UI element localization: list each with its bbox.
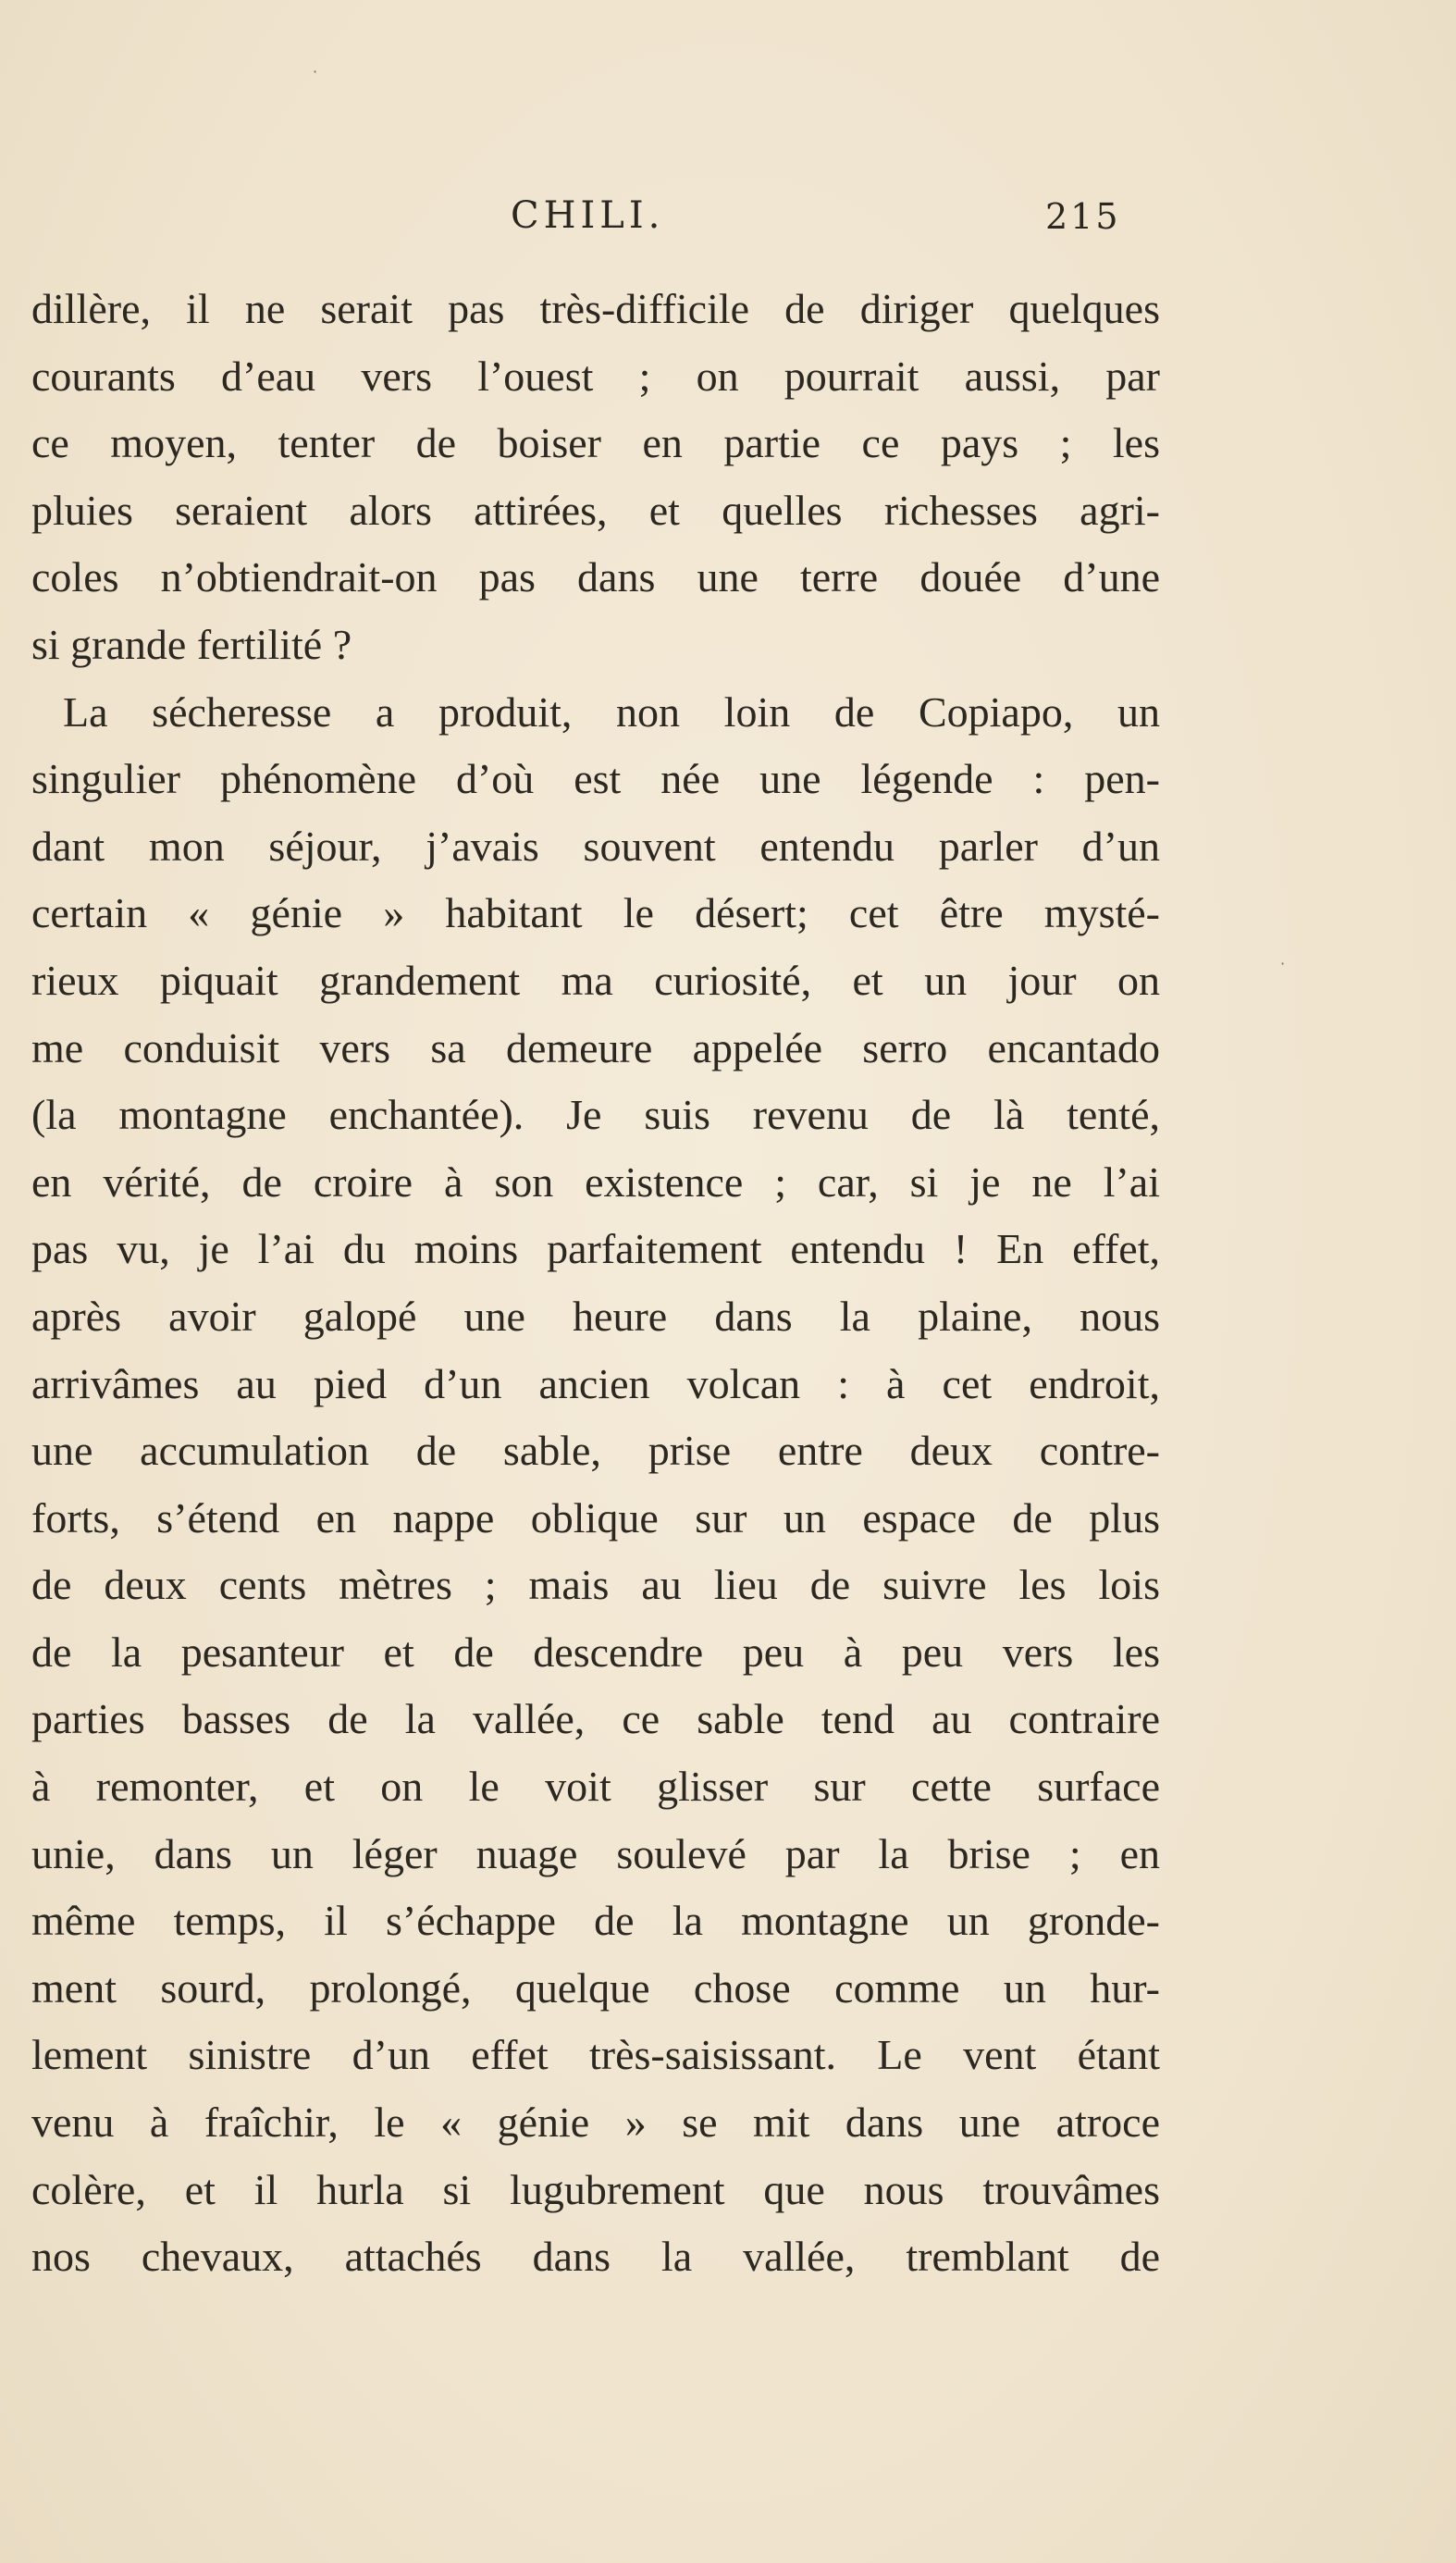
text-line: singulier phénomène d’où est née une légende : pen- — [31, 755, 1160, 803]
text-line: à remonter, et on le voit glisser sur cette surface — [31, 1763, 1160, 1811]
text-line: certain « génie » habitant le désert; cet être mysté- — [31, 889, 1160, 937]
text-line: courants d’eau vers l’ouest ; on pourrait aussi, par — [31, 352, 1160, 400]
text-line: venu à fraîchir, le « génie » se mit dans une atroce — [31, 2099, 1160, 2147]
text-line: après avoir galopé une heure dans la plaine, nous — [31, 1292, 1160, 1340]
text-line: ment sourd, prolongé, quelque chose comme un hur- — [31, 1963, 1160, 2012]
paper-speck: · — [1280, 955, 1286, 972]
text-line: (la montagne enchantée). Je suis revenu de là tenté, — [31, 1091, 1160, 1139]
body-text — [31, 276, 1160, 2291]
text-line: de deux cents mètres ; mais au lieu de suivre les lois — [31, 1561, 1160, 1609]
text-line: ce moyen, tenter de boiser en partie ce pays ; les — [31, 419, 1160, 467]
text-line: La sécheresse a produit, non loin de Copiapo, un — [63, 687, 1160, 736]
text-line: pluies seraient alors attirées, et quelles richesses agri- — [31, 486, 1160, 534]
text-line: forts, s’étend en nappe oblique sur un espace de plus — [31, 1493, 1160, 1542]
text-line: une accumulation de sable, prise entre deux contre- — [31, 1427, 1160, 1475]
text-line: en vérité, de croire à son existence ; car, si je ne l’ai — [31, 1158, 1160, 1206]
page-header — [0, 194, 1456, 250]
text-line: dant mon séjour, j’avais souvent entendu parler d’un — [31, 822, 1160, 870]
text-line: arrivâmes au pied d’un ancien volcan : à cet endroit, — [31, 1359, 1160, 1407]
text-line: unie, dans un léger nuage soulevé par la brise ; en — [31, 1829, 1160, 1877]
text-line: même temps, il s’échappe de la montagne un gronde- — [31, 1897, 1160, 1945]
text-line: colère, et il hurla si lugubrement que nous trouvâmes — [31, 2165, 1160, 2213]
text-line: si grande fertilité ? — [31, 620, 352, 668]
text-line: me conduisit vers sa demeure appelée serro encantado — [31, 1023, 1160, 1071]
page-number: 215 — [1045, 196, 1121, 237]
text-line: nos chevaux, attachés dans la vallée, tremblant de — [31, 2233, 1160, 2281]
text-line: coles n’obtiendrait-on pas dans une terre douée d’une — [31, 553, 1160, 601]
text-line: parties basses de la vallée, ce sable tend au contraire — [31, 1695, 1160, 1743]
text-line: rieux piquait grandement ma curiosité, et un jour on — [31, 956, 1160, 1004]
paper-speck: · — [313, 63, 318, 80]
running-title: CHILI. — [511, 194, 665, 237]
text-line: dillère, il ne serait pas très-difficile de diriger quelques — [31, 285, 1160, 332]
text-line: pas vu, je l’ai du moins parfaitement entendu ! En effet, — [31, 1225, 1160, 1273]
text-line: lement sinistre d’un effet très-saisissant. Le vent étant — [31, 2031, 1160, 2079]
text-line: de la pesanteur et de descendre peu à peu vers les — [31, 1628, 1160, 1676]
